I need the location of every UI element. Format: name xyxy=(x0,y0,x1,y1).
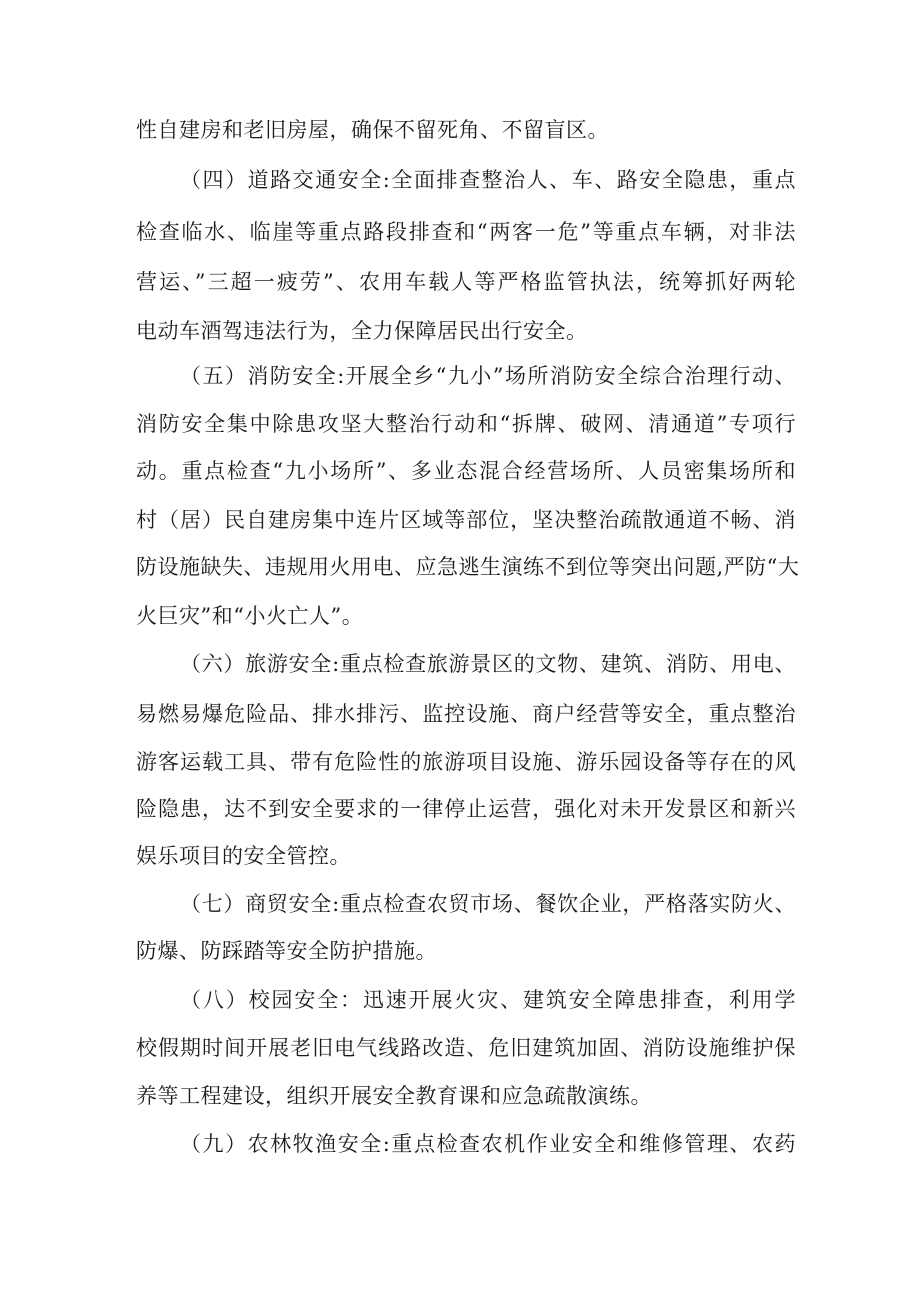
text-line: 营运、”三超一疲劳”、农用车载人等严格监管执法，统筹抓好两轮 xyxy=(136,270,796,294)
text-line: 防爆、防踩踏等安全防护措施。 xyxy=(136,939,437,963)
text-line: 火巨灾”和“小火亡人”。 xyxy=(136,604,364,628)
text-line: 消防安全集中除患攻坚大整治行动和“拆牌、破网、清通道”专项行 xyxy=(136,412,796,436)
paragraph-heading-campus-safety: （八）校园安全：迅速开展火灾、建筑安全障患排查，利用学 xyxy=(180,988,796,1012)
paragraph-heading-road-traffic: （四）道路交通安全:全面排查整治人、车、路安全隐患，重点 xyxy=(180,168,796,192)
text-line: 村（居）民自建房集中连片区域等部位，坚决整治疏散通道不畅、消 xyxy=(136,508,796,532)
text-line: 防设施缺失、违规用火用电、应急逃生演练不到位等突出问题,严防“大 xyxy=(136,555,800,579)
text-line: 动。重点检查“九小场所”、多业态混合经营场所、人员密集场所和 xyxy=(136,459,796,483)
paragraph-heading-tourism-safety: （六）旅游安全:重点检查旅游景区的文物、建筑、消防、用电、 xyxy=(180,652,796,676)
text-line: 养等工程建设，组织开展安全教育课和应急疏散演练。 xyxy=(136,1084,652,1108)
paragraph-heading-agriculture-safety: （九）农林牧渔安全:重点检查农机作业安全和维修管理、农药 xyxy=(180,1132,796,1156)
text-line: 电动车酒驾违法行为，全力保障居民出行安全。 xyxy=(136,319,588,343)
text-line: 性自建房和老旧房屋，确保不留死角、不留盲区。 xyxy=(136,118,609,142)
paragraph-heading-commerce-safety: （七）商贸安全:重点检查农贸市场、餐饮企业，严格落实防火、 xyxy=(180,892,796,916)
text-line: 娱乐项目的安全管控。 xyxy=(136,844,351,868)
paragraph-heading-fire-safety: （五）消防安全:开展全乡“九小”场所消防安全综合治理行动、 xyxy=(180,364,796,388)
text-line: 游客运载工具、带有危险性的旅游项目设施、游乐园设备等存在的风 xyxy=(136,750,796,774)
text-line: 险隐患，达不到安全要求的一律停止运营，强化对未开发景区和新兴 xyxy=(136,797,796,821)
text-line: 检查临水、临崖等重点路段排查和“两客一危”等重点车辆，对非法 xyxy=(136,220,796,244)
text-line: 易燃易爆危险品、排水排污、监控设施、商户经营等安全，重点整治 xyxy=(136,702,796,726)
text-line: 校假期时间开展老旧电气线路改造、危旧建筑加固、消防设施维护保 xyxy=(136,1036,796,1060)
